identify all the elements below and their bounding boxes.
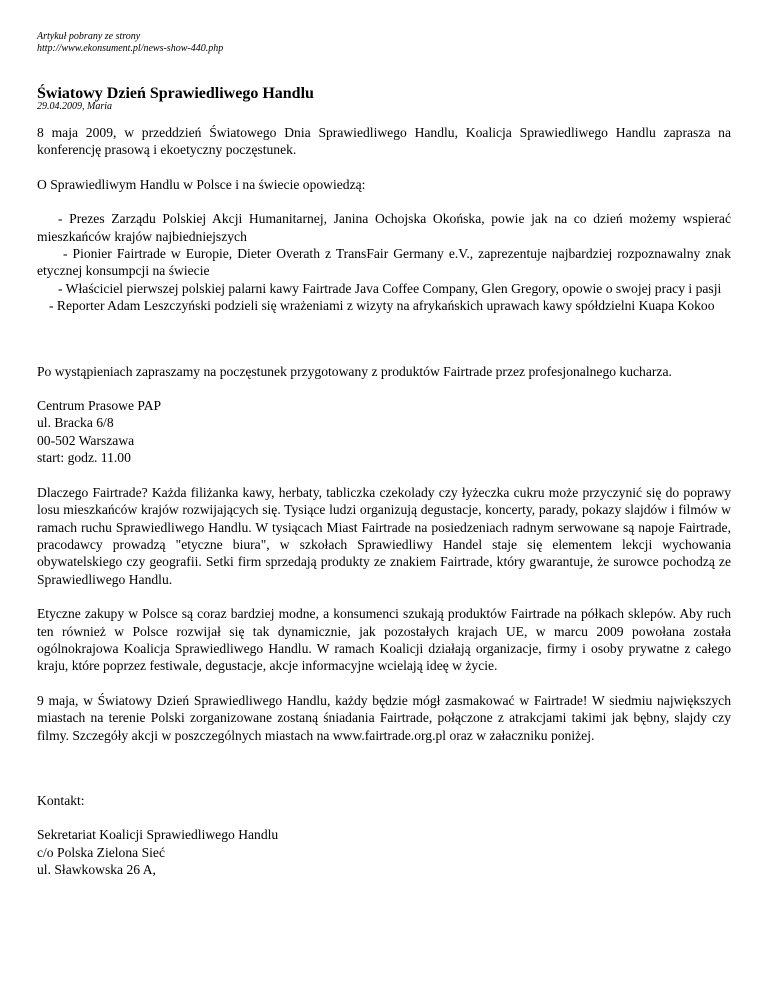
contact-street: ul. Sławkowska 26 A, xyxy=(37,862,156,878)
contact-co: c/o Polska Zielona Sieć xyxy=(37,844,165,860)
intro-paragraph: 8 maja 2009, w przeddzień Światowego Dnia Sprawiedliwego Handlu, Koalicja Sprawiedliwego Handlu zaprasza na konferencję prasową i ekoetyczny poczęstunek. xyxy=(37,125,731,158)
speakers-list xyxy=(37,210,731,314)
venue-city: 00-502 Warszawa xyxy=(37,432,135,448)
source-url: http://www.ekonsument.pl/news-show-440.php xyxy=(37,43,224,54)
after-speeches-paragraph: Po wystąpieniach zapraszamy na poczęstunek przygotowany z produktów Fairtrade przez profesjonalnego kucharza. xyxy=(37,363,672,379)
speaker-item: - Właściciel pierwszej polskiej palarni kawy Fairtrade Java Coffee Company, Glen Gregory, opowie o swojej pracy i pasji xyxy=(58,280,722,296)
source-label: Artykuł pobrany ze strony xyxy=(37,31,141,42)
article-body xyxy=(37,124,731,896)
venue-block xyxy=(37,397,731,467)
ethical-shopping-paragraph: Etyczne zakupy w Polsce są coraz bardziej modne, a konsumenci szukają produktów Fairtrade na półkach sklepów. Aby ruch ten również w Polsce rozwijał się tak dynamicznie, jak pozostałych krajach UE, w marcu 2009 powołana została ogólnokrajowa Koalicja Sprawiedliwego Handlu. W ramach Koalicji działają organizacje, firmy i osoby prywatne z całego kraju, które poprzez festiwale, degustacje, akcje informacyjne wcielają ideę w życie. xyxy=(37,606,731,674)
may-9-paragraph: 9 maja, w Światowy Dzień Sprawiedliwego Handlu, każdy będzie mógł zasmakować w Fairtrade! W siedmiu największych miastach na terenie Polski zorganizowane zostaną śniadania Fairtrade, połączone z atrakcjami takimi jak bębny, slajdy czy filmy. Szczegóły akcji w poszczególnych miastach na www.fairtrade.org.pl oraz w załaczniku poniżej. xyxy=(37,692,731,743)
article-date-author: 29.04.2009, Maria xyxy=(37,101,112,112)
why-fairtrade-paragraph: Dlaczego Fairtrade? Każda filiżanka kawy, herbaty, tabliczka czekolady czy łyżeczka cukru może przyczynić się do poprawy losu mieszkańców krajów rozwijających się. Tysiące ludzi organizują degustacje, koncerty, parady, pokazy slajdów i filmów w ramach ruchu Sprawiedliwego Handlu. W tysiącach Miast Fairtrade na posiedzeniach radnym serwowane są napoje Fairtrade, pracodawcy prowadzą "etyczne biura", w szkołach Sprawiedliwy Handel staje się elementem lekcji wychowania obywatelskiego czy geografii. Setki firm sprzedają produkty ze znakiem Fairtrade, który gwarantuje, że surowce pochodzą ze Sprawiedliwego Handlu. xyxy=(37,484,731,587)
source-note xyxy=(37,31,223,55)
speaker-item: - Prezes Zarządu Polskiej Akcji Humanitarnej, Janina Ochojska Okońska, powie jak na co dzień możemy wspierać mieszkańców krajów najbiedniejszych xyxy=(37,211,731,244)
venue-street: ul. Bracka 6/8 xyxy=(37,415,114,431)
speaker-item: - Pionier Fairtrade w Europie, Dieter Overath z TransFair Germany e.V., zaprezentuje najbardziej rozpoznawalny znak etycznej konsumpcji na świecie xyxy=(37,246,731,279)
venue-start-time: start: godz. 11.00 xyxy=(37,450,131,466)
venue-name: Centrum Prasowe PAP xyxy=(37,398,162,414)
contact-org: Sekretariat Koalicji Sprawiedliwego Handlu xyxy=(37,827,279,843)
speakers-intro: O Sprawiedliwym Handlu w Polsce i na świecie opowiedzą: xyxy=(37,176,366,192)
contact-label: Kontakt: xyxy=(37,792,85,808)
article-title: Światowy Dzień Sprawiedliwego Handlu xyxy=(37,85,314,102)
contact-block xyxy=(37,826,731,878)
speaker-item: - Reporter Adam Leszczyński podzieli się wrażeniami z wizyty na afrykańskich uprawach kawy spółdzielni Kuapa Kokoo xyxy=(49,298,715,314)
